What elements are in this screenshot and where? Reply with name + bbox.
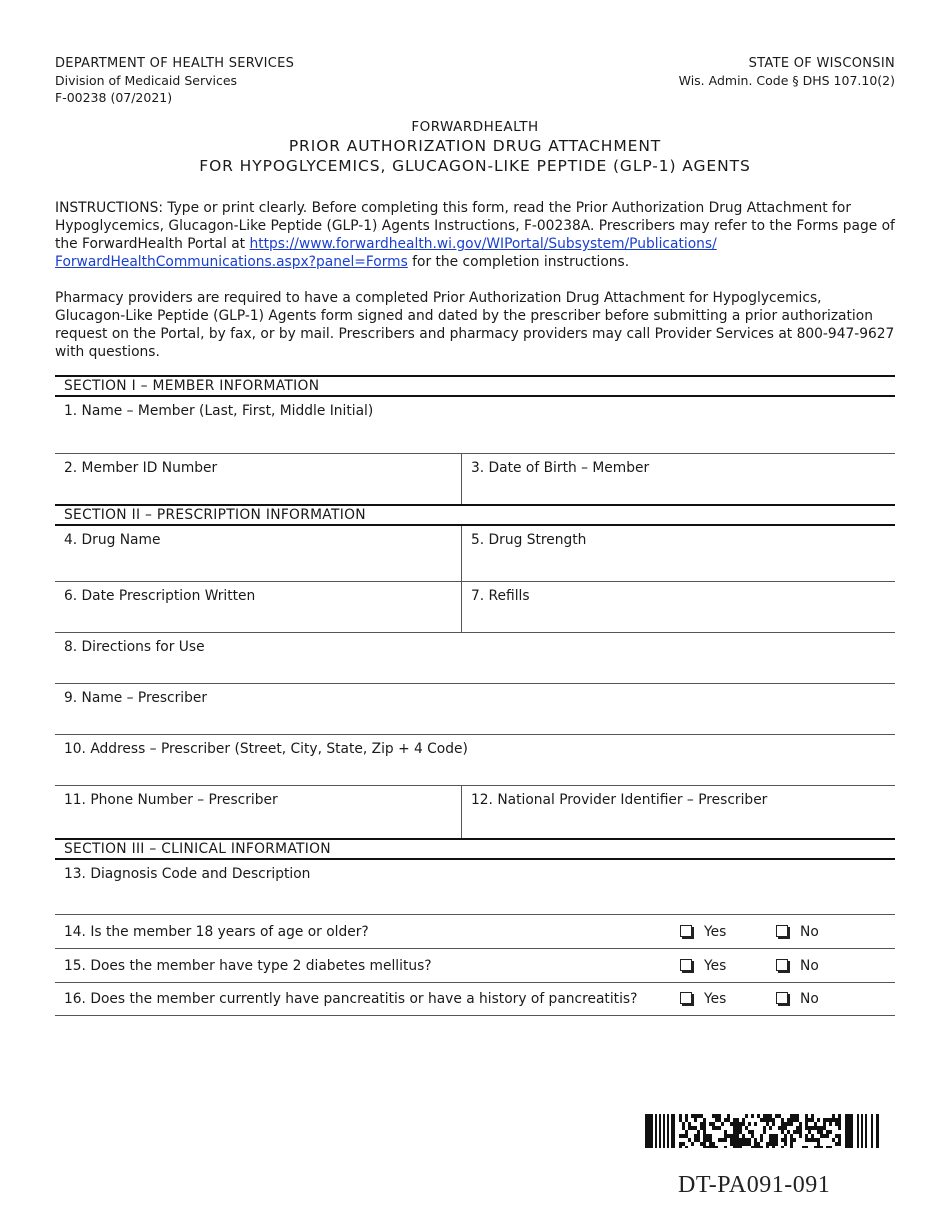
question-14-no[interactable] bbox=[776, 924, 819, 941]
question-16-yes[interactable] bbox=[680, 991, 726, 1008]
prescriber-npi-label: 12. National Provider Identifier – Prescriber bbox=[471, 792, 768, 808]
no-label: No bbox=[800, 958, 819, 974]
member-name-label: 1. Name – Member (Last, First, Middle Initial) bbox=[64, 403, 374, 419]
instructions-suffix: for the completion instructions. bbox=[407, 254, 630, 270]
forms-link-part-1[interactable]: https://www.forwardhealth.wi.gov/WIPortal/Subsystem/Publications/ bbox=[249, 236, 717, 252]
dept-name: DEPARTMENT OF HEALTH SERVICES bbox=[55, 56, 295, 71]
row-prescriber-name bbox=[55, 684, 895, 735]
prescriber-npi-field[interactable] bbox=[461, 786, 895, 838]
section-3-header: SECTION III – CLINICAL INFORMATION bbox=[55, 838, 895, 860]
no-label: No bbox=[800, 924, 819, 940]
admin-code: Wis. Admin. Code § DHS 107.10(2) bbox=[678, 73, 895, 88]
question-15-row bbox=[55, 949, 895, 983]
question-15-no[interactable] bbox=[776, 958, 819, 975]
prescriber-name-field[interactable] bbox=[55, 684, 895, 734]
date-written-label: 6. Date Prescription Written bbox=[64, 588, 256, 604]
diagnosis-label: 13. Diagnosis Code and Description bbox=[64, 866, 311, 882]
prescriber-phone-field[interactable] bbox=[55, 786, 461, 838]
question-15-yes[interactable] bbox=[680, 958, 726, 975]
refills-field[interactable] bbox=[461, 582, 895, 632]
drug-strength-label: 5. Drug Strength bbox=[471, 532, 587, 548]
yes-label: Yes bbox=[704, 924, 727, 940]
dob-label: 3. Date of Birth – Member bbox=[471, 460, 650, 476]
drug-name-field[interactable] bbox=[55, 526, 461, 581]
checkbox-icon[interactable] bbox=[776, 925, 788, 937]
directions-field[interactable] bbox=[55, 633, 895, 683]
instructions bbox=[55, 199, 895, 271]
row-member-id bbox=[55, 454, 895, 504]
document-code: DT-PA091-091 bbox=[678, 1172, 831, 1198]
dob-field[interactable] bbox=[461, 454, 895, 504]
title-line-1: PRIOR AUTHORIZATION DRUG ATTACHMENT bbox=[288, 137, 662, 155]
header-right bbox=[679, 55, 895, 89]
prescriber-address-label: 10. Address – Prescriber (Street, City, State, Zip + 4 Code) bbox=[64, 741, 468, 757]
checkbox-icon[interactable] bbox=[776, 992, 788, 1004]
question-14-row bbox=[55, 915, 895, 949]
row-drug bbox=[55, 526, 895, 582]
checkbox-icon[interactable] bbox=[680, 959, 692, 971]
state-name: STATE OF WISCONSIN bbox=[748, 56, 895, 71]
date-written-field[interactable] bbox=[55, 582, 461, 632]
member-id-field[interactable] bbox=[55, 454, 461, 504]
section-1-header: SECTION I – MEMBER INFORMATION bbox=[55, 375, 895, 397]
barcode-icon bbox=[645, 1114, 881, 1148]
checkbox-icon[interactable] bbox=[776, 959, 788, 971]
diagnosis-field[interactable] bbox=[55, 860, 895, 914]
checkbox-icon[interactable] bbox=[680, 925, 692, 937]
header-left bbox=[55, 55, 294, 106]
title-forwardhealth: FORWARDHEALTH bbox=[411, 119, 539, 135]
drug-name-label: 4. Drug Name bbox=[64, 532, 161, 548]
refills-label: 7. Refills bbox=[471, 588, 530, 604]
row-prescriber-address bbox=[55, 735, 895, 786]
forms-link-part-2[interactable]: ForwardHealthCommunications.aspx?panel=Forms bbox=[55, 254, 408, 270]
directions-label: 8. Directions for Use bbox=[64, 639, 205, 655]
checkbox-icon[interactable] bbox=[680, 992, 692, 1004]
prescriber-phone-label: 11. Phone Number – Prescriber bbox=[64, 792, 278, 808]
drug-strength-field[interactable] bbox=[461, 526, 895, 581]
row-directions bbox=[55, 633, 895, 684]
question-14-text: 14. Is the member 18 years of age or older? bbox=[64, 924, 369, 940]
yes-label: Yes bbox=[704, 991, 727, 1007]
row-diagnosis bbox=[55, 860, 895, 915]
section-2-header: SECTION II – PRESCRIPTION INFORMATION bbox=[55, 504, 895, 526]
row-member-name bbox=[55, 397, 895, 454]
pharmacy-paragraph: Pharmacy providers are required to have a completed Prior Authorization Drug Attachment for Hypoglycemics, Glucagon-Like Peptide (GLP-1) Agents form signed and dated by the prescriber before submitting a prior authorization request on the Portal, by fax, or by mail. Prescribers and pharmacy providers may call Provider Services at 800-947-9627 with questions. bbox=[55, 290, 895, 360]
member-name-field[interactable] bbox=[55, 397, 895, 453]
prescriber-name-label: 9. Name – Prescriber bbox=[64, 690, 208, 706]
member-id-label: 2. Member ID Number bbox=[64, 460, 218, 476]
instructions-text: INSTRUCTIONS: Type or print clearly. Before completing this form, read the Prior Authorization Drug Attachment for Hypoglycemics, Glucagon-Like Peptide (GLP-1) Agents Instructions, F-00238A. Prescribers may refer to the Forms page of the ForwardHealth Portal at bbox=[55, 200, 895, 252]
row-phone-npi bbox=[55, 786, 895, 838]
yes-label: Yes bbox=[704, 958, 727, 974]
question-15-text: 15. Does the member have type 2 diabetes mellitus? bbox=[64, 958, 432, 974]
form-title bbox=[55, 119, 895, 176]
question-16-row bbox=[55, 982, 895, 1016]
title-line-2: FOR HYPOGLYCEMICS, GLUCAGON-LIKE PEPTIDE (GLP-1) AGENTS bbox=[199, 157, 751, 175]
division-name: Division of Medicaid Services bbox=[55, 73, 238, 88]
form-id: F-00238 (07/2021) bbox=[55, 90, 173, 105]
no-label: No bbox=[800, 991, 819, 1007]
question-14-yes[interactable] bbox=[680, 924, 726, 941]
question-16-text: 16. Does the member currently have pancreatitis or have a history of pancreatitis? bbox=[64, 991, 638, 1007]
prescriber-address-field[interactable] bbox=[55, 735, 895, 785]
question-16-no[interactable] bbox=[776, 991, 819, 1008]
row-date-refills bbox=[55, 582, 895, 633]
